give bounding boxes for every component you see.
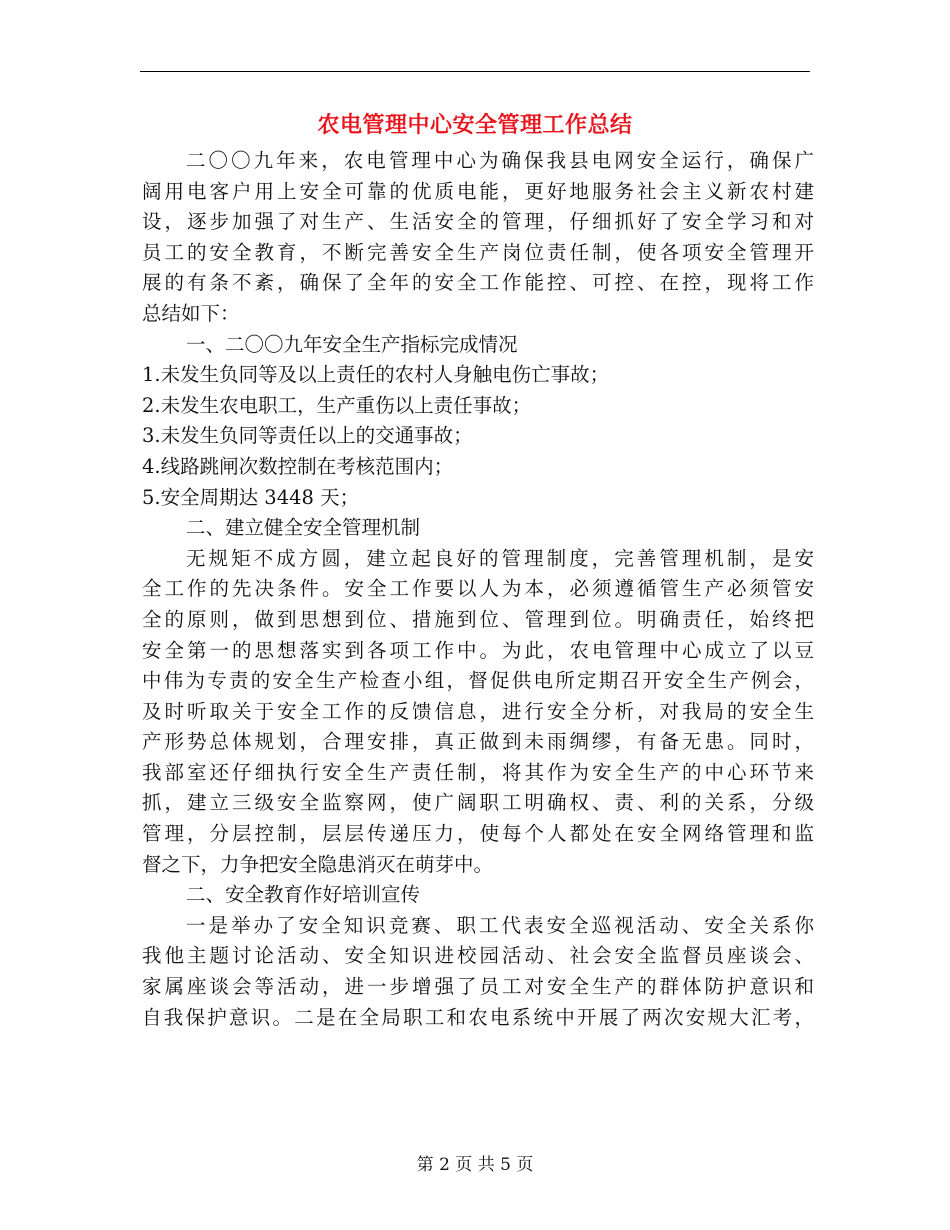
- body-line: 产形势总体规划，合理安排，真正做到未雨绸缪，有备无患。同时，: [142, 730, 814, 754]
- body-line: 一、二〇〇九年安全生产指标完成情况: [186, 332, 518, 356]
- body-line: 安全第一的思想落实到各项工作中。为此，农电管理中心成立了以豆: [142, 638, 814, 662]
- body-line: 家属座谈会等活动，进一步增强了员工对安全生产的群体防护意识和: [142, 975, 814, 999]
- body-line: 3.未发生负同等责任以上的交通事故；: [142, 424, 473, 448]
- body-line: 二、建立健全安全管理机制: [186, 516, 421, 540]
- body-line: 4.线路跳闸次数控制在考核范围内；: [142, 454, 454, 478]
- body-line: 我他主题讨论活动、安全知识进校园活动、社会安全监督员座谈会、: [142, 944, 814, 968]
- body-line: 设，逐步加强了对生产、生活安全的管理，仔细抓好了安全学习和对: [142, 210, 814, 234]
- body-line: 管理，分层控制，层层传递压力，使每个人都处在安全网络管理和监: [142, 822, 814, 846]
- body-line: 1.未发生负同等及以上责任的农村人身触电伤亡事故；: [142, 363, 610, 387]
- body-line: 一是举办了安全知识竞赛、职工代表安全巡视活动、安全关系你: [186, 913, 814, 937]
- body-line: 督之下，力争把安全隐患消灭在萌芽中。: [142, 852, 494, 876]
- page-footer: 第 2 页 共 5 页: [416, 1155, 534, 1175]
- body-line: 全的原则，做到思想到位、措施到位、管理到位。明确责任，始终把: [142, 607, 814, 631]
- body-line: 展的有条不紊，确保了全年的安全工作能控、可控、在控，现将工作: [142, 271, 814, 295]
- body-line: 中伟为专责的安全生产检查小组，督促供电所定期召开安全生产例会，: [142, 669, 814, 693]
- body-line: 阔用电客户用上安全可靠的优质电能，更好地服务社会主义新农村建: [142, 179, 814, 203]
- header-rule: [140, 71, 810, 72]
- body-line: 我部室还仔细执行安全生产责任制，将其作为安全生产的中心环节来: [142, 760, 814, 784]
- body-line: 自我保护意识。二是在全局职工和农电系统中开展了两次安规大汇考，: [142, 1005, 814, 1029]
- document-body: [142, 146, 814, 1033]
- body-line: 无规矩不成方圆，建立起良好的管理制度，完善管理机制，是安: [186, 546, 814, 570]
- body-line: 2.未发生农电职工，生产重伤以上责任事故；: [142, 393, 532, 417]
- body-line: 抓，建立三级安全监察网，使广阔职工明确权、责、利的关系，分级: [142, 791, 814, 815]
- body-line: 员工的安全教育，不断完善安全生产岗位责任制，使各项安全管理开: [142, 240, 814, 264]
- document-title: 农电管理中心安全管理工作总结: [317, 112, 633, 138]
- body-line: 全工作的先决条件。安全工作要以人为本，必须遵循管生产必须管安: [142, 577, 814, 601]
- body-line: 二、安全教育作好培训宣传: [186, 883, 421, 907]
- body-line: 总结如下：: [142, 301, 240, 325]
- body-line: 二〇〇九年来，农电管理中心为确保我县电网安全运行，确保广: [186, 149, 814, 172]
- body-line: 及时听取关于安全工作的反馈信息，进行安全分析，对我局的安全生: [142, 699, 814, 723]
- body-line: 5.安全周期达 3448 天；: [142, 485, 360, 509]
